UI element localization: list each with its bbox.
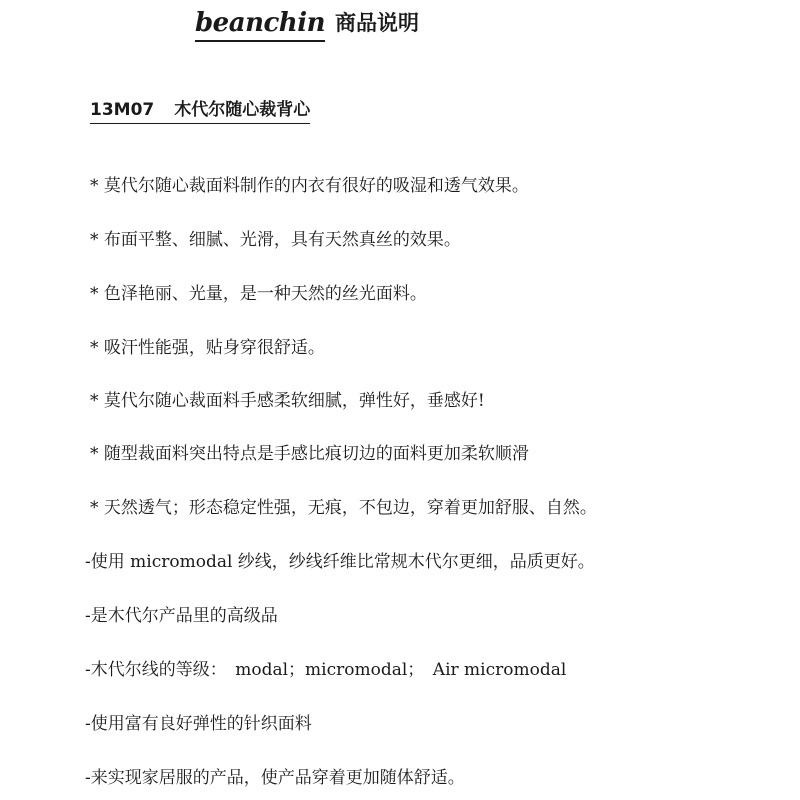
note-line: -使用富有良好弹性的针织面料 [85, 714, 312, 734]
product-name: 木代尔随心裁背心 [174, 100, 311, 120]
note-line: -来实现家居服的产品，使产品穿着更加随体舒适。 [85, 768, 465, 788]
feature-line: * 吸汗性能强，贴身穿很舒适。 [90, 338, 325, 358]
feature-line: * 色泽艳丽、光量，是一种天然的丝光面料。 [90, 284, 427, 304]
feature-line: * 莫代尔随心裁面料制作的内衣有很好的吸湿和透气效果。 [90, 176, 529, 196]
product-code: 13M07 [90, 100, 155, 120]
feature-line: * 莫代尔随心裁面料手感柔软细腻，弹性好，垂感好! [90, 391, 485, 411]
brand-logo-underline [195, 40, 325, 42]
note-line: -使用 micromodal 纱线，纱线纤维比常规木代尔更细，品质更好。 [85, 552, 595, 572]
feature-line: * 布面平整、细腻、光滑，具有天然真丝的效果。 [90, 230, 461, 250]
feature-line: * 天然透气；形态稳定性强，无痕，不包边，穿着更加舒服、自然。 [90, 498, 597, 518]
brand-logo-text: beanchin [195, 8, 325, 38]
product-heading [90, 95, 310, 124]
feature-line: * 随型裁面料突出特点是手感比痕切边的面料更加柔软顺滑 [90, 444, 529, 464]
header [195, 10, 419, 42]
note-line: -木代尔线的等级： modal；micromodal； Air micromodal [85, 660, 567, 680]
note-line: -是木代尔产品里的高级品 [85, 606, 278, 626]
brand-logo [195, 10, 325, 42]
document-title: 商品说明 [335, 11, 419, 35]
